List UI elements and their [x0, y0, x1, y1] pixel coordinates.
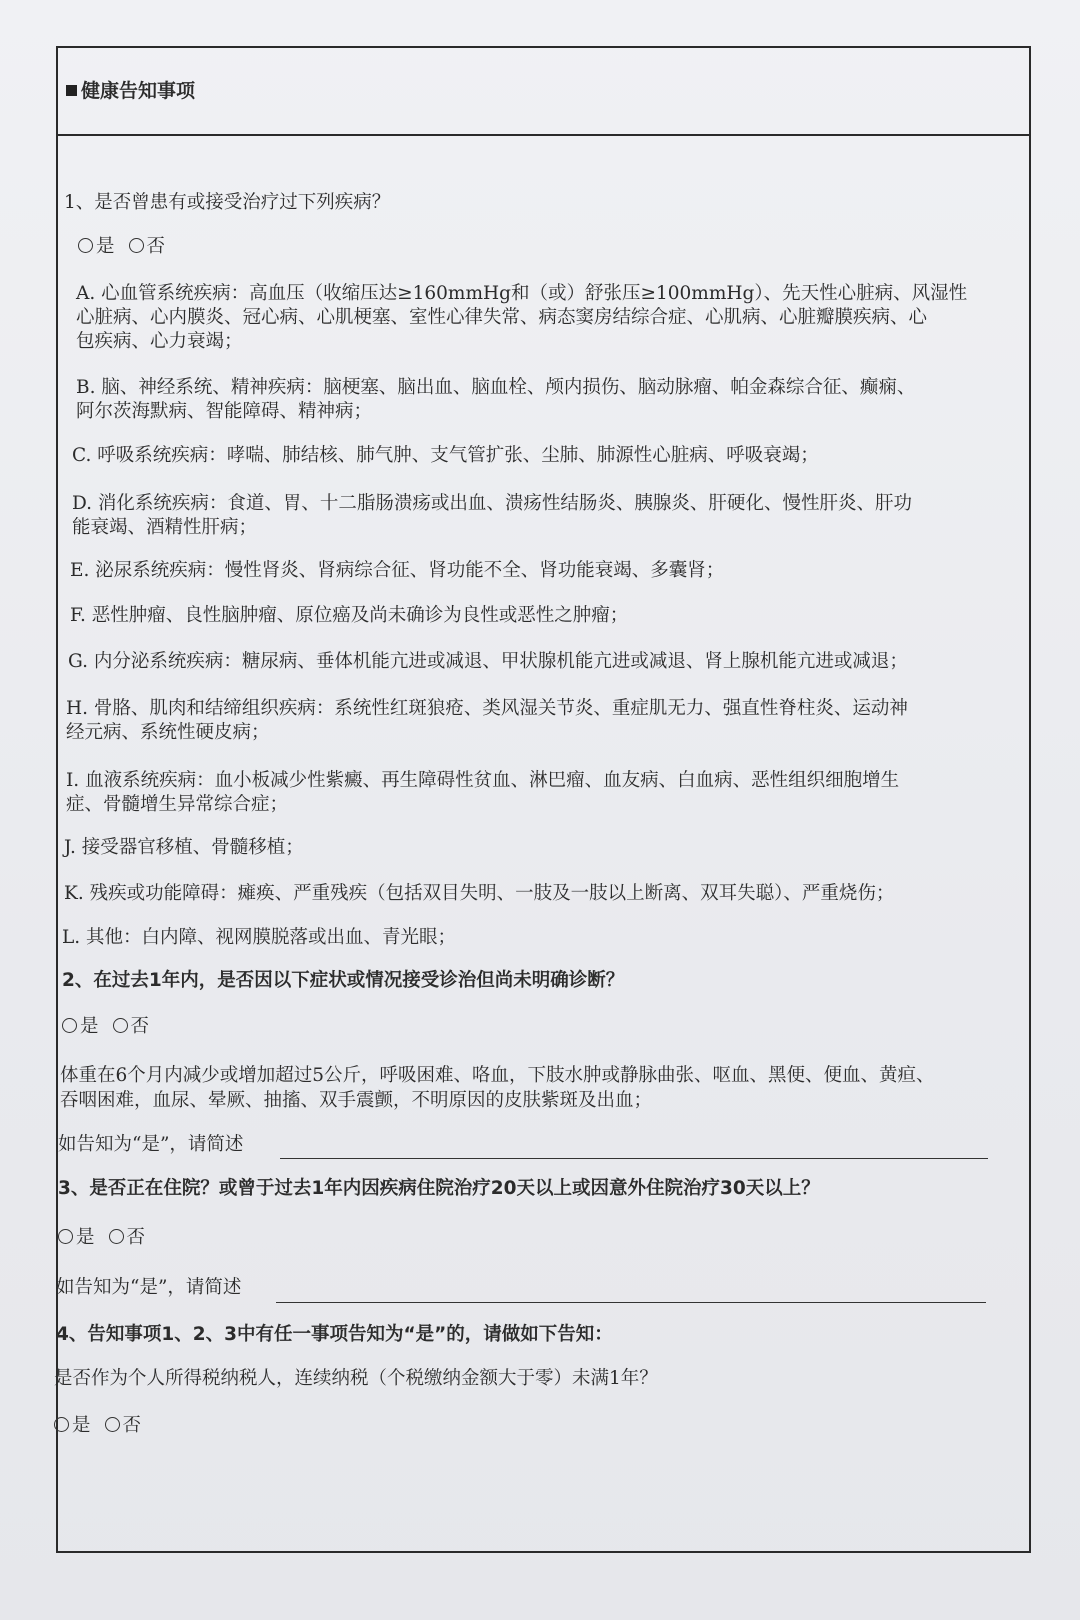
q3-title: 3、是否正在住院？或曾于过去1年内因疾病住院治疗20天以上或因意外住院治疗30天以上？ — [58, 1178, 820, 1199]
q4-title: 4、告知事项1、2、3中有任一事项告知为“是”的，请做如下告知： — [56, 1324, 613, 1345]
q2-yes-option[interactable] — [62, 1016, 99, 1037]
q1-item-F: F. 恶性肿瘤、良性脑肿瘤、原位癌及尚未确诊为良性或恶性之肿瘤； — [70, 605, 629, 626]
q2-yes-label: 是 — [80, 1016, 99, 1037]
q3-no-label: 否 — [126, 1227, 146, 1248]
radio-icon[interactable] — [78, 238, 93, 253]
q1-item-A-line3: 包疾病、心力衰竭； — [76, 331, 243, 352]
q3-no-option[interactable] — [109, 1227, 146, 1248]
q1-item-J: J. 接受器官移植、骨髓移植； — [64, 837, 304, 858]
q4-no-label: 否 — [122, 1415, 142, 1436]
q2-no-option[interactable] — [113, 1016, 150, 1037]
q2-no-label: 否 — [130, 1016, 150, 1037]
q3-yes-label: 是 — [76, 1227, 95, 1248]
q1-title: 1、是否曾患有或接受治疗过下列疾病？ — [64, 192, 391, 213]
q2-desc-line1: 体重在6个月内减少或增加超过5公斤，呼吸困难、咯血，下肢水肿或静脉曲张、呕血、黑便、便血、黄疸、 — [60, 1065, 935, 1086]
radio-icon[interactable] — [54, 1417, 69, 1432]
q1-item-H-line2: 经元病、系统性硬皮病； — [66, 722, 270, 743]
square-bullet-icon — [66, 85, 77, 96]
q1-yes-label: 是 — [96, 236, 115, 257]
q3-note-input[interactable] — [276, 1278, 986, 1303]
q1-item-A-line2: 心脏病、心内膜炎、冠心病、心肌梗塞、室性心律失常、病态窦房结综合症、心肌病、心脏瓣膜疾病、心 — [76, 307, 928, 328]
radio-icon[interactable] — [129, 238, 144, 253]
q1-item-B-line1: B. 脑、神经系统、精神疾病：脑梗塞、脑出血、脑血栓、颅内损伤、脑动脉瘤、帕金森综合征、癫痫、 — [76, 377, 916, 398]
section-title — [66, 76, 195, 103]
radio-icon[interactable] — [109, 1229, 124, 1244]
q4-yes-label: 是 — [72, 1415, 91, 1436]
q3-yes-option[interactable] — [58, 1227, 95, 1248]
q1-no-label: 否 — [146, 236, 166, 257]
q1-item-D-line1: D. 消化系统疾病：食道、胃、十二脂肠溃疡或出血、溃疡性结肠炎、胰腺炎、肝硬化、慢性肝炎、肝功 — [72, 493, 912, 514]
q1-item-L: L. 其他：白内障、视网膜脱落或出血、青光眼； — [62, 927, 457, 948]
q2-desc-line2: 吞咽困难，血尿、晕厥、抽搐、双手震颤，不明原因的皮肤紫斑及出血； — [60, 1090, 653, 1111]
q4-no-option[interactable] — [105, 1415, 142, 1436]
q1-item-C: C. 呼吸系统疾病：哮喘、肺结核、肺气肿、支气管扩张、尘肺、肺源性心脏病、呼吸衰竭； — [72, 445, 819, 466]
q1-item-D-line2: 能衰竭、酒精性肝病； — [72, 517, 258, 538]
q1-item-G: G. 内分泌系统疾病：糖尿病、垂体机能亢进或减退、甲状腺机能亢进或减退、肾上腺机能亢进或减退； — [68, 651, 908, 672]
q1-item-E: E. 泌尿系统疾病：慢性肾炎、肾病综合征、肾功能不全、肾功能衰竭、多囊肾； — [70, 560, 725, 581]
q2-options — [62, 1014, 163, 1040]
q4-desc: 是否作为个人所得税纳税人，连续纳税（个税缴纳金额大于零）未满1年？ — [54, 1368, 658, 1389]
form-frame — [56, 46, 1031, 1553]
q1-no-option[interactable] — [129, 236, 166, 257]
header-row — [58, 48, 1029, 136]
q1-item-I-line1: I. 血液系统疾病：血小板减少性紫癜、再生障碍性贫血、淋巴瘤、血友病、白血病、恶性组织细胞增生 — [66, 770, 900, 791]
q1-item-B-line2: 阿尔茨海默病、智能障碍、精神病； — [76, 401, 373, 422]
q4-options — [54, 1413, 155, 1439]
radio-icon[interactable] — [113, 1018, 128, 1033]
q2-note: 如告知为“是”，请简述 — [58, 1134, 244, 1155]
q2-note-input[interactable] — [280, 1134, 988, 1159]
section-title-text: 健康告知事项 — [81, 80, 196, 102]
q1-item-A-line1: A. 心血管系统疾病：高血压（收缩压达≥160mmHg和（或）舒张压≥100mmHg）、先天性心脏病、风湿性 — [76, 283, 968, 304]
q4-yes-option[interactable] — [54, 1415, 91, 1436]
q1-item-H-line1: H. 骨胳、肌肉和结缔组织疾病：系统性红斑狼疮、类风湿关节炎、重症肌无力、强直性脊柱炎、运动神 — [66, 698, 908, 719]
q2-title: 2、在过去1年内，是否因以下症状或情况接受诊治但尚未明确诊断？ — [62, 970, 625, 991]
radio-icon[interactable] — [58, 1229, 73, 1244]
q1-item-I-line2: 症、骨髓增生异常综合症； — [66, 794, 289, 815]
radio-icon[interactable] — [62, 1018, 77, 1033]
q3-options — [58, 1225, 159, 1251]
q1-options — [78, 234, 179, 260]
q3-note: 如告知为“是”，请简述 — [56, 1277, 242, 1298]
radio-icon[interactable] — [105, 1417, 120, 1432]
q1-item-K: K. 残疾或功能障碍：瘫痪、严重残疾（包括双目失明、一肢及一肢以上断离、双耳失聪）、严重烧伤； — [64, 883, 895, 904]
q1-yes-option[interactable] — [78, 236, 115, 257]
